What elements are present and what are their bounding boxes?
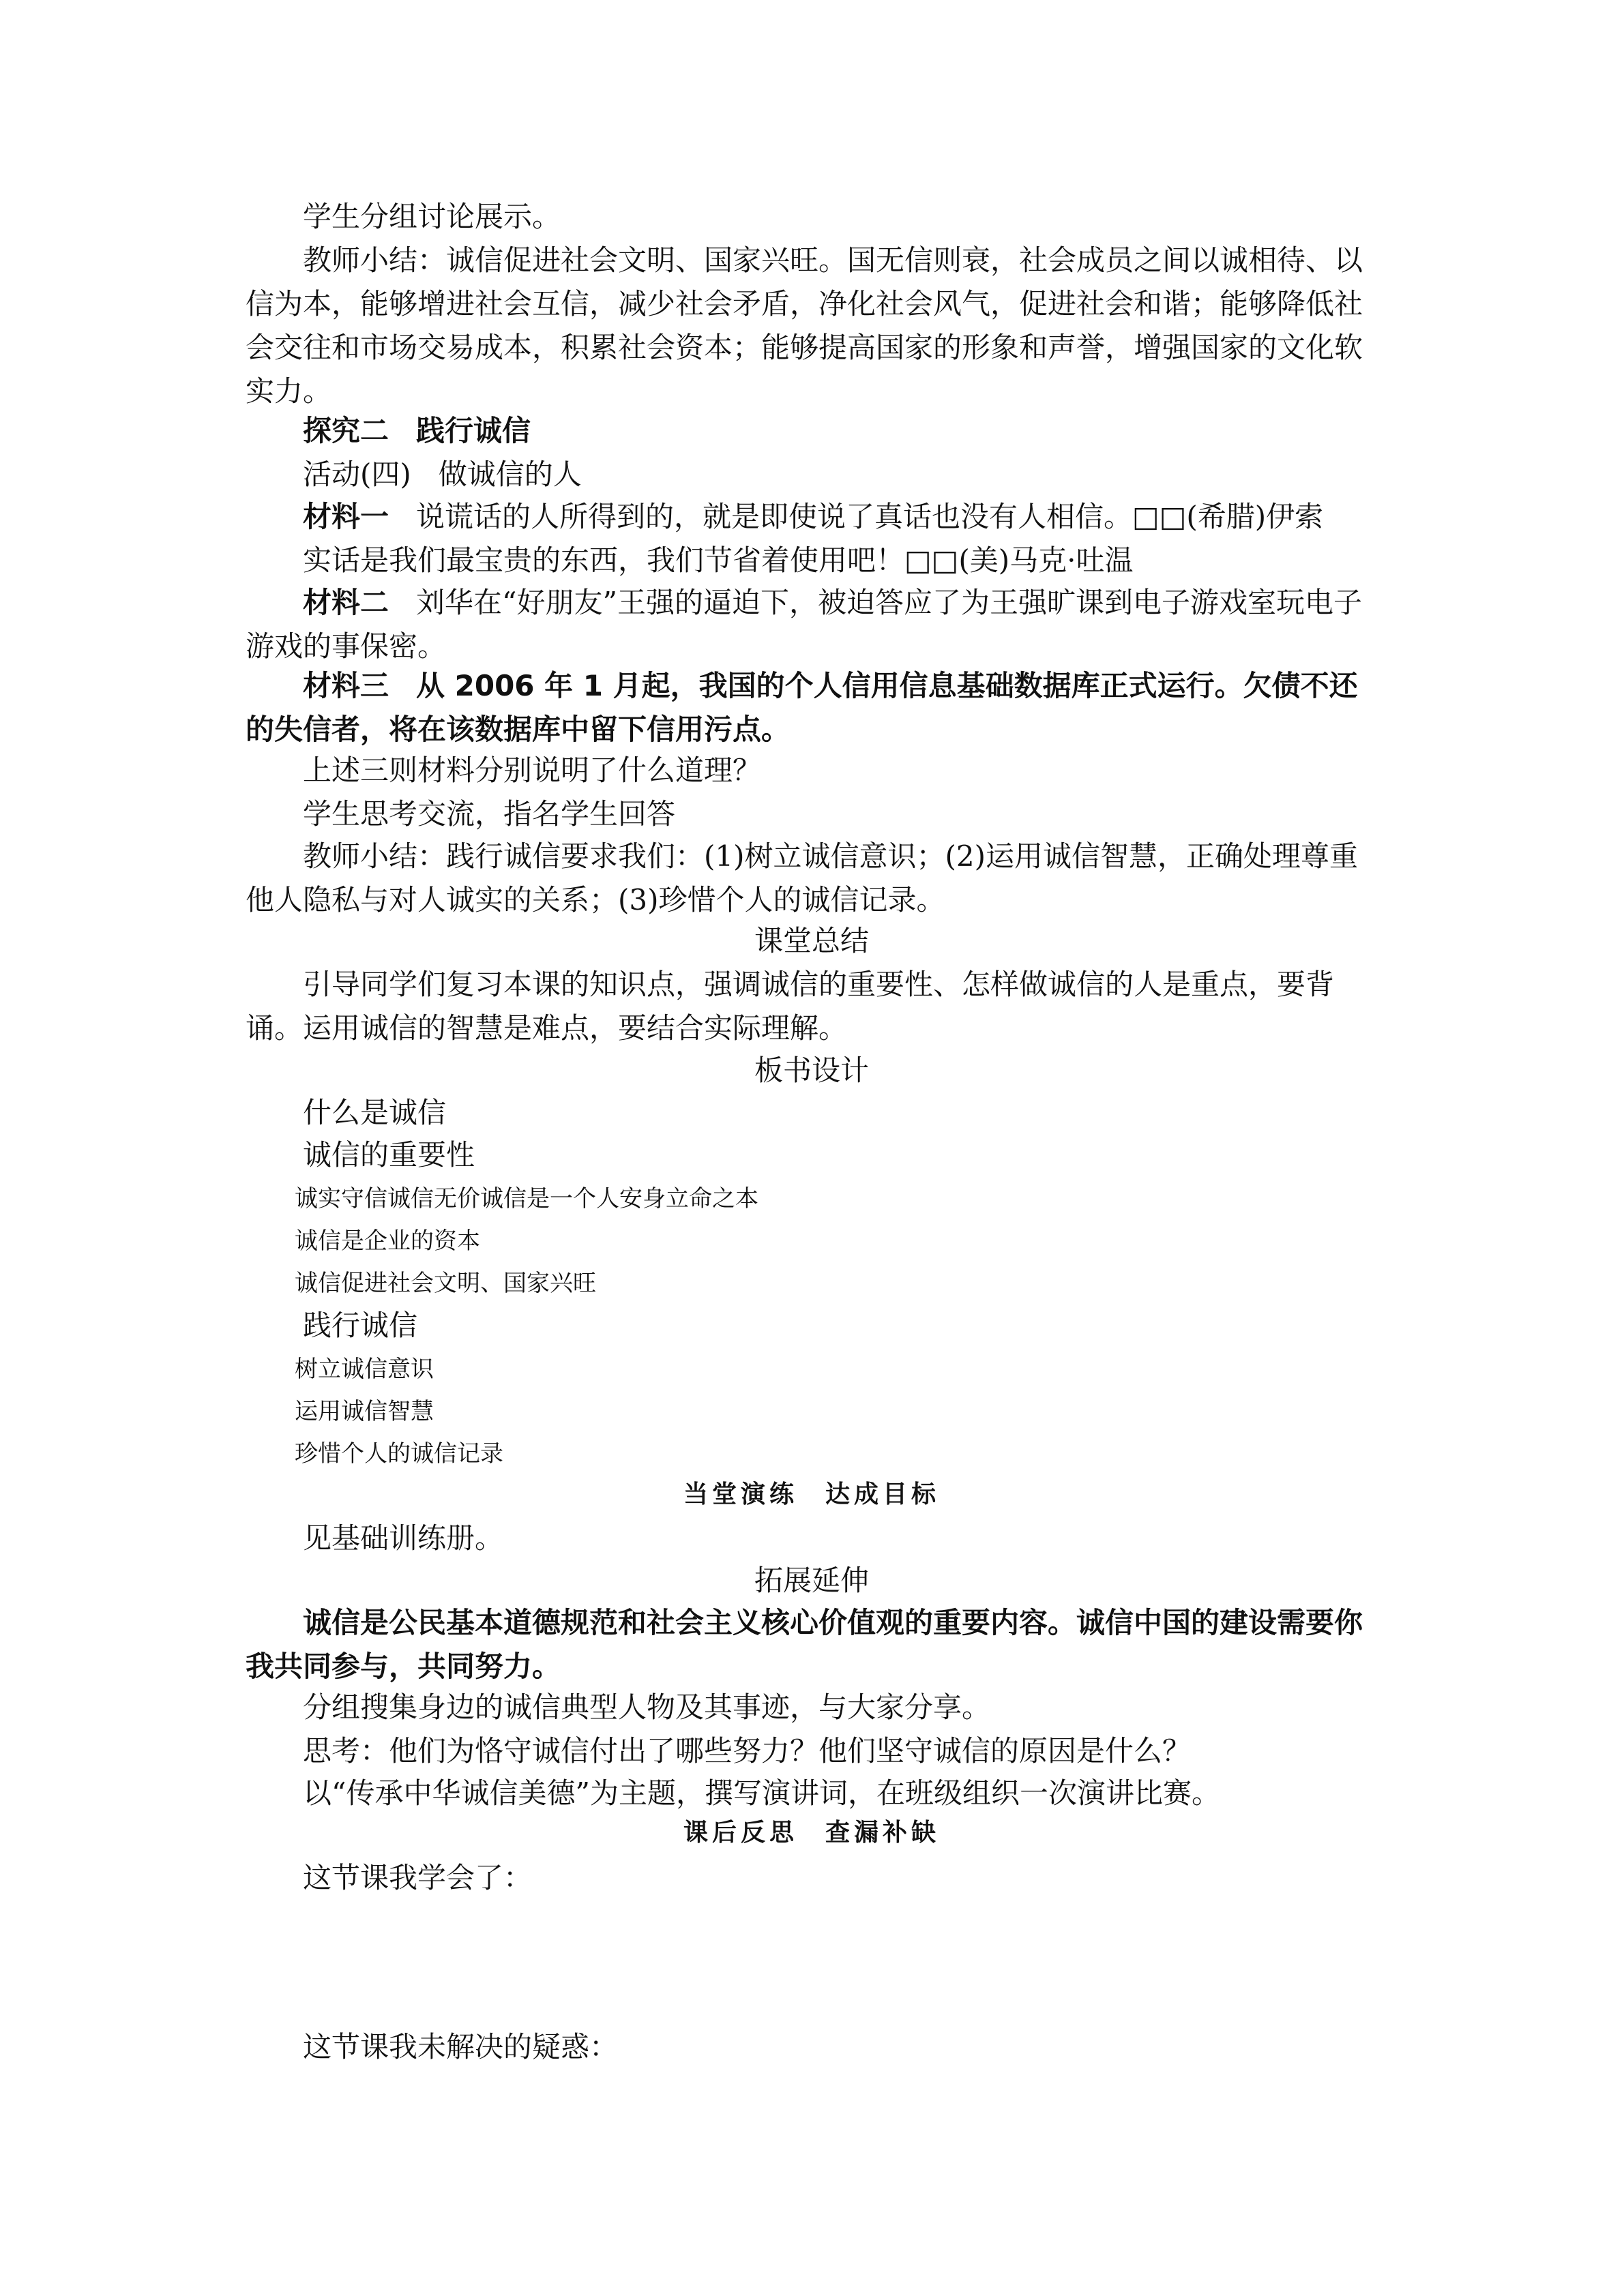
extension-task-3: 以“传承中华诚信美德”为主题，撰写演讲词，在班级组织一次演讲比赛。 xyxy=(303,1776,1220,1810)
reflection-heading-b: 查漏补缺 xyxy=(825,1819,941,1847)
material-one-label: 材料一 xyxy=(303,500,389,533)
activity-title: 做诚信的人 xyxy=(438,458,582,491)
board-subitem-5: 运用诚信智慧 xyxy=(295,1398,434,1425)
reflection-doubts: 这节课我未解决的疑惑： xyxy=(303,2030,619,2063)
heading-explore-two-label: 探究二 xyxy=(303,414,389,447)
extension-task-2: 思考：他们为恪守诚信付出了哪些努力？他们坚守诚信的原因是什么？ xyxy=(303,1734,1192,1768)
material-two-text: 刘华在“好朋友”王强的逼迫下，被迫答应了为王强旷课到电子游戏室玩电子游戏的事保密。 xyxy=(246,586,1362,663)
extension-task-1: 分组搜集身边的诚信典型人物及其事迹，与大家分享。 xyxy=(303,1690,991,1724)
material-two-label: 材料二 xyxy=(303,586,389,619)
practice-heading-a: 当堂演练 xyxy=(683,1480,798,1508)
student-answer: 学生思考交流，指名学生回答 xyxy=(303,797,676,831)
board-item-importance: 诚信的重要性 xyxy=(303,1138,475,1172)
question-materials: 上述三则材料分别说明了什么道理？ xyxy=(303,754,762,787)
material-three-label: 材料三 xyxy=(303,669,389,702)
activity-label: 活动(四) xyxy=(303,458,411,491)
board-subitem-2: 诚信是企业的资本 xyxy=(295,1227,480,1255)
board-subitem-6: 珍惜个人的诚信记录 xyxy=(295,1440,503,1467)
paragraph-extension: 诚信是公民基本道德规范和社会主义核心价值观的重要内容。诚信中国的建设需要你我共同参与，共同努力。 xyxy=(246,1606,1363,1683)
paragraph-teacher-summary-2: 教师小结：践行诚信要求我们：(1)树立诚信意识；(2)运用诚信智慧，正确处理尊重他人隐私与对人诚实的关系；(3)珍惜个人的诚信记录。 xyxy=(246,839,1358,916)
material-one-quote-two: 实话是我们最宝贵的东西，我们节省着使用吧！□□(美)马克·吐温 xyxy=(303,543,1134,577)
board-item-what-is-integrity: 什么是诚信 xyxy=(303,1096,447,1129)
board-item-practice: 践行诚信 xyxy=(303,1309,418,1342)
material-one-text: 说谎话的人所得到的，就是即使说了真话也没有人相信。□□(希腊)伊索 xyxy=(416,500,1324,533)
board-subitem-1: 诚实守信诚信无价诚信是一个人安身立命之本 xyxy=(295,1185,758,1212)
reflection-learned: 这节课我学会了： xyxy=(303,1861,533,1894)
practice-text: 见基础训练册。 xyxy=(303,1521,504,1555)
heading-activity-four xyxy=(246,453,1378,496)
heading-extension: 拓展延伸 xyxy=(754,1564,869,1597)
material-three-text: 从 2006 年 1 月起，我国的个人信用信息基础数据库正式运行。欠债不还的失信者，将在该数据库中留下信用污点。 xyxy=(246,669,1358,746)
board-subitem-4: 树立诚信意识 xyxy=(295,1356,434,1383)
paragraph-group-discussion: 学生分组讨论展示。 xyxy=(303,200,561,233)
board-subitem-3: 诚信促进社会文明、国家兴旺 xyxy=(295,1270,596,1297)
heading-class-summary: 课堂总结 xyxy=(754,924,869,957)
section-heading-reflection xyxy=(246,1811,1378,1855)
section-heading-practice xyxy=(246,1473,1378,1517)
paragraph-teacher-summary-1: 教师小结：诚信促进社会文明、国家兴旺。国无信则衰，社会成员之间以诚相待、以信为本，能够增进社会互信，减少社会矛盾，净化社会风气，促进社会和谐；能够降低社会交往和市场交易成本，积累社会资本；能够提高国家的形象和声誉，增强国家的文化软实力。 xyxy=(246,243,1363,408)
practice-heading-b: 达成目标 xyxy=(825,1480,941,1508)
material-one xyxy=(246,495,1378,539)
material-two xyxy=(246,581,1378,668)
reflection-heading-a: 课后反思 xyxy=(683,1819,798,1847)
material-three xyxy=(246,664,1378,751)
heading-board-design: 板书设计 xyxy=(754,1054,869,1087)
heading-explore-two-title: 践行诚信 xyxy=(416,414,531,447)
paragraph-class-summary: 引导同学们复习本课的知识点，强调诚信的重要性、怎样做诚信的人是重点，要背诵。运用诚信的智慧是难点，要结合实际理解。 xyxy=(246,968,1335,1045)
heading-explore-two xyxy=(246,409,1378,453)
